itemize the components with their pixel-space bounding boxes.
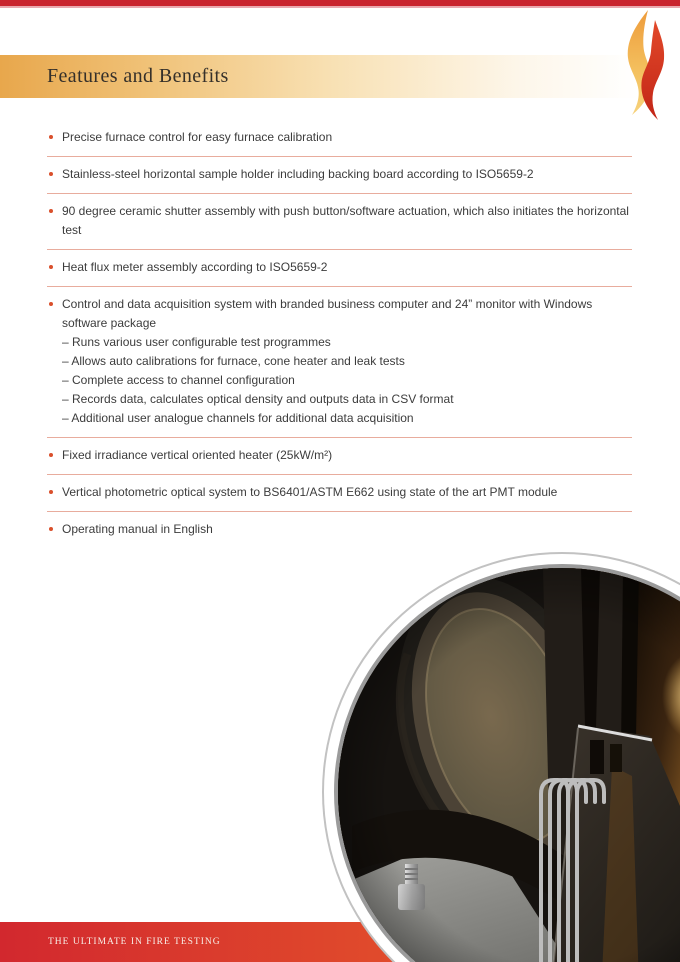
feature-sub-item: – Allows auto calibrations for furnace, cone heater and leak tests	[62, 354, 405, 368]
feature-text: Operating manual in English	[62, 522, 213, 536]
feature-text: Heat flux meter assembly according to ISO5659-2	[62, 260, 328, 274]
top-accent-bar-highlight	[0, 6, 680, 8]
list-item	[47, 250, 632, 287]
bullet-icon	[49, 527, 53, 531]
product-photo-smoke-chamber-interior	[334, 564, 680, 962]
feature-text: Fixed irradiance vertical oriented heater (25kW/m²)	[62, 448, 333, 462]
feature-sub-item: – Runs various user configurable test programmes	[62, 335, 331, 349]
feature-text: 90 degree ceramic shutter assembly with push button/software actuation, which also initiates the horizontal test	[62, 204, 629, 237]
feature-sub-item: – Records data, calculates optical density and outputs data in CSV format	[62, 392, 454, 406]
bullet-icon	[49, 490, 53, 494]
feature-text: Vertical photometric optical system to BS6401/ASTM E662 using state of the art PMT module	[62, 485, 558, 499]
list-item	[47, 475, 632, 512]
bullet-icon	[49, 453, 53, 457]
list-item	[47, 438, 632, 475]
list-item	[47, 287, 632, 438]
page-title: Features and Benefits	[47, 65, 229, 87]
bullet-icon	[49, 135, 53, 139]
list-item	[47, 512, 632, 548]
feature-text: Precise furnace control for easy furnace calibration	[62, 130, 333, 144]
header-band	[0, 55, 680, 98]
feature-text: Control and data acquisition system with branded business computer and 24” monitor with Windows software package	[62, 297, 593, 330]
bullet-icon	[49, 265, 53, 269]
list-item	[47, 157, 632, 194]
list-item	[47, 120, 632, 157]
bullet-icon	[49, 302, 53, 306]
bullet-icon	[49, 172, 53, 176]
feature-sub-item: – Complete access to channel configuration	[62, 373, 295, 387]
flame-logo-icon	[620, 8, 668, 120]
feature-text: Stainless-steel horizontal sample holder including backing board according to ISO5659-2	[62, 167, 534, 181]
bullet-icon	[49, 209, 53, 213]
list-item	[47, 194, 632, 250]
features-list	[47, 120, 632, 548]
feature-sub-item: – Additional user analogue channels for additional data acquisition	[62, 411, 414, 425]
footer-tagline: THE ULTIMATE IN FIRE TESTING	[48, 937, 221, 947]
